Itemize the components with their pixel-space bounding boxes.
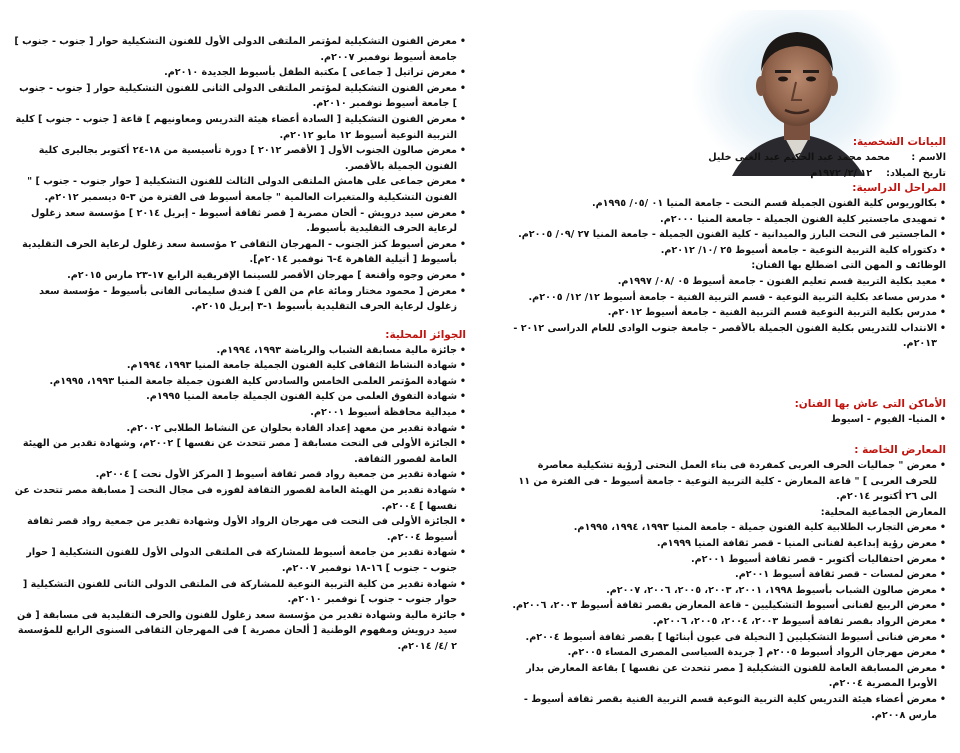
list-item: • شهادة تقدير من جمعية رواد قصر ثقافة أسيوط [ المركز الأول نحت ] ٢٠٠٤م. [14, 467, 466, 483]
list-item: • تمهيدى ماجستير كلية الفنون الجميلة - جامعة المنيا ٢٠٠٠م. [506, 212, 946, 228]
name-value: محمد محمد عبد الحكيم عبد الغنى خليل [708, 152, 890, 163]
list-item: • شهادة تقدير من معهد إعداد القادة بحلوان عن النشاط الطلابى ٢٠٠٢م. [14, 421, 466, 437]
list-item: • جائزة مالية مسابقة الشباب والرياضة ١٩٩٣، ١٩٩٤م. [14, 343, 466, 359]
list-item: • جائزة مالية وشهادة تقدير من مؤسسة سعد زغلول للفنون والحرف التقليدية فى مسابقة [ فن سيد درويش ومفهوم الوطنية [ ألحان مصرية ] فى المهرجان الثقافى السنوى الرابع للمؤسسة ٢ /٤/ ٢٠١٤م. [14, 608, 466, 655]
special-exhibitions-title: المعارض الخاصة : [854, 444, 946, 456]
list-item: • معرض احتفاليات أكتوبر - قصر ثقافة أسيوط ٢٠٠١م. [506, 552, 946, 568]
list-item: • معيد بكلية التربية قسم تعليم الفنون - جامعة أسيوط ٠٥ /٠٨/ ١٩٩٧م. [506, 274, 946, 290]
list-item: • معرض وجوه وأقنعة ] مهرجان الأقصر للسينما الإفريقية الرابع ١٧-٢٣ مارس ٢٠١٥م. [14, 268, 466, 284]
list-item: • مدرس مساعد بكلية التربية النوعية - قسم التربية الفنية - جامعة أسيوط ١٢/ ١٢/ ٢٠٠٥م. [506, 290, 946, 306]
list-item: • معرض رؤية إبداعية لفنانى المنيا - قصر ثقافة المنيا ١٩٩٩م. [506, 536, 946, 552]
list-item: • معرض لمسات - قصر ثقافة أسيوط ٢٠٠١م. [506, 567, 946, 583]
list-item: • معرض سيد درويش - ألحان مصرية [ قصر ثقافة أسيوط - إبريل ٢٠١٤ ] مؤسسة سعد زغلول لرعاية الحرف التقليدية بأسيوط. [14, 206, 466, 237]
list-item: • معرض تراتيل [ جماعى ] مكتبة الطفل بأسيوط الجديدة ٢٠١٠م. [14, 65, 466, 81]
list-item: • الانتداب للتدريس بكلية الفنون الجميلة بالأقصر - جامعة جنوب الوادى للعام الدراسى ٢٠١٢ - ٢٠١٣م. [506, 321, 946, 352]
list-item: • شهادة النشاط الثقافى كلية الفنون الجميلة جامعة المنيا ١٩٩٣، ١٩٩٤م. [14, 358, 466, 374]
list-item: • المنيا- الفيوم - اسيوط [506, 412, 946, 428]
list-item: • شهادة التفوق العلمى من كلية الفنون الجميلة جامعة المنيا ١٩٩٥م. [14, 389, 466, 405]
places-title: الأماكن التى عاش بها الفنان: [794, 398, 946, 410]
exhibitions-section [506, 442, 946, 723]
list-item: • الجائزة الأولى فى النحت فى مهرجان الرواد الأول وشهادة تقدير من جمعية رواد قصر ثقافة أسيوط ٢٠٠٤م. [14, 514, 466, 545]
list-item: • دكتوراه كلية التربية النوعية - جامعة أسيوط ٢٥ /١٠/ ٢٠١٢م. [506, 243, 946, 259]
list-item: • معرض " جماليات الحرف العربى كمفردة فى بناء العمل النحتى [رؤية تشكيلية معاصرة للحرف العربى ] " قاعة المعارض - كلية التربية النوعية - جامعة أسيوط - فى الفترة من ١١ الى ٢٦ أكتوبر ٢٠١٤م. [506, 458, 946, 505]
awards-title: الجوائز المحلية: [385, 328, 466, 341]
list-item: • الجائزة الأولى فى النحت مسابقة [ مصر تتحدث عن نفسها ] ٢٠٠٢م، وشهادة تقدير من الهيئة العامة لقصور الثقافة. [14, 436, 466, 467]
group-exhibitions-title: المعارض الجماعية المحلية: [820, 506, 946, 518]
list-item: • معرض فنانى أسيوط التشكيليين [ النخيلة فى عيون أبنائها ] بقصر ثقافة أسيوط ٢٠٠٤م. [506, 630, 946, 646]
places-list [506, 412, 946, 428]
personal-section [506, 134, 946, 181]
list-item: • معرض الفنون التشكيلية [ السادة أعضاء هيئة التدريس ومعاونيهم ] قاعة [ جنوب - جنوب ] كلية التربية النوعية أسيوط ١٢ مايو ٢٠١٢م. [14, 112, 466, 143]
list-item: • ميدالية محافظة أسيوط ٢٠٠١م. [14, 405, 466, 421]
list-item: • معرض الرواد بقصر ثقافة أسيوط ٢٠٠٣، ٢٠٠٤، ٢٠٠٥، ٢٠٠٦م. [506, 614, 946, 630]
list-item: • معرض صالون الشباب بأسيوط ١٩٩٨، ٢٠٠١، ٢٠٠٣، ٢٠٠٥، ٢٠٠٦، ٢٠٠٧م. [506, 583, 946, 599]
list-item: • بكالوريوس كلية الفنون الجميلة قسم النحت - جامعة المنيا ٠١ /٠٥/ ١٩٩٥م. [506, 196, 946, 212]
awards-list [14, 343, 466, 655]
list-item: • معرض صالون الجنوب الأول [ الأقصر ٢٠١٢ ] دورة تأسيسية من ١٨-٢٤ أكتوبر بجاليرى كلية الفنون الجميلة بالأقصر. [14, 143, 466, 174]
jobs-title: الوظائف و المهن التى اضطلع بها الفنان: [751, 260, 946, 272]
birth-value: ١٢ /٢/ ١٩٧٢م [810, 167, 873, 179]
studies-section [506, 180, 946, 352]
group-exhibitions-continued-list [14, 34, 466, 315]
places-section [506, 396, 946, 428]
list-item: • معرض الفنون التشكيلية لمؤتمر الملتقى الدولى الثانى للفنون التشكيلية حوار [ جنوب - جنوب ] جامعة أسيوط نوفمبر ٢٠١٠م. [14, 81, 466, 112]
list-item: • معرض أعضاء هيئة التدريس كلية التربية النوعية قسم التربية الفنية بقصر ثقافة أسيوط - مارس ٢٠٠٨م. [506, 692, 946, 723]
list-item: • معرض جماعى على هامش الملتقى الدولى الثالث للفنون التشكيلية [ حوار جنوب - جنوب ] " الفنون التشكيلية والمتغيرات العالمية " جامعة أسيوط فى الفترة من ٣-٥ ديسمبر ٢٠١٢م. [14, 174, 466, 205]
birth-row [506, 166, 946, 182]
list-item: • معرض المسابقة العامة للفنون التشكيلية [ مصر تتحدث عن نفسها ] بقاعة المعارض بدار الأوبرا المصرية ٢٠٠٤م. [506, 661, 946, 692]
name-row [506, 150, 946, 166]
list-item: • معرض أسيوط كنز الجنوب - المهرجان الثقافى ٢ مؤسسة سعد زغلول لرعاية الحرف التقليدية بأسيوط [ أتيلية القاهرة ٤-٦ نوفمبر ٢٠١٤م]. [14, 237, 466, 268]
awards-section [14, 327, 466, 655]
list-item: • معرض الفنون التشكيلية لمؤتمر الملتقى الدولى الأول للفنون التشكيلية حوار [ جنوب - جنوب ] جامعة أسيوط نوفمبر ٢٠٠٧م. [14, 34, 466, 65]
list-item: • معرض مهرجان الرواد أسيوط ٢٠٠٥م [ جريدة السياسى المصرى المساء ٢٠٠٥م. [506, 645, 946, 661]
list-item: • معرض الربيع لفنانى أسيوط التشكيليين - قاعة المعارض بقصر ثقافة أسيوط ٢٠٠٣، ٢٠٠٦م. [506, 598, 946, 614]
birth-label: تاريخ الميلاد: [886, 167, 946, 179]
list-item: • شهادة تقدير من جامعة أسيوط للمشاركة فى الملتقى الدولى الأول للفنون التشكيلية [ حوار جنوب - جنوب ] ١٦-١٨ نوفمبر ٢٠٠٧م. [14, 545, 466, 576]
list-item: • شهادة المؤتمر العلمى الخامس والسادس كلية الفنون جميلة جامعة المنيا ١٩٩٣، ١٩٩٥م. [14, 374, 466, 390]
list-item: • مدرس بكلية التربية النوعية قسم التربية الفنية - جامعة أسيوط ٢٠١٢م. [506, 305, 946, 321]
group-exhibitions-list [506, 520, 946, 723]
jobs-list [506, 274, 946, 352]
name-label: الاسم : [911, 152, 946, 163]
studies-title: المراحل الدراسية: [852, 182, 946, 194]
left-column [14, 34, 466, 655]
list-item: • شهادة تقدير من كلية التربية النوعية للمشاركة فى الملتقى الدولى الثانى للفنون التشكيلية [ حوار جنوب - جنوب ] نوفمبر ٢٠١٠م. [14, 577, 466, 608]
list-item: • معرض التجارب الطلابية كلية الفنون جميلة - جامعة المنيا ١٩٩٣، ١٩٩٤، ١٩٩٥م. [506, 520, 946, 536]
special-exhibitions-list [506, 458, 946, 505]
list-item: • معرض [ محمود مختار ومائة عام من الفن ] فندق سليمانى الفانى بأسيوط - مؤسسة سعد زغلول لرعاية الحرف التقليدية بأسيوط ١-٣ إبريل ٢٠١٥م. [14, 284, 466, 315]
personal-title: البيانات الشخصية: [852, 136, 946, 148]
studies-list [506, 196, 946, 258]
list-item: • شهادة تقدير من الهيئة العامة لقصور الثقافة لفوزه فى مجال النحت [ مسابقة مصر تتحدث عن نفسها ] ٢٠٠٤م. [14, 483, 466, 514]
list-item: • الماجستير فى النحت البارز والميدانية - كلية الفنون الجميلة - جامعة المنيا ٢٧ /٠٩/ ٢٠٠٥م. [506, 227, 946, 243]
